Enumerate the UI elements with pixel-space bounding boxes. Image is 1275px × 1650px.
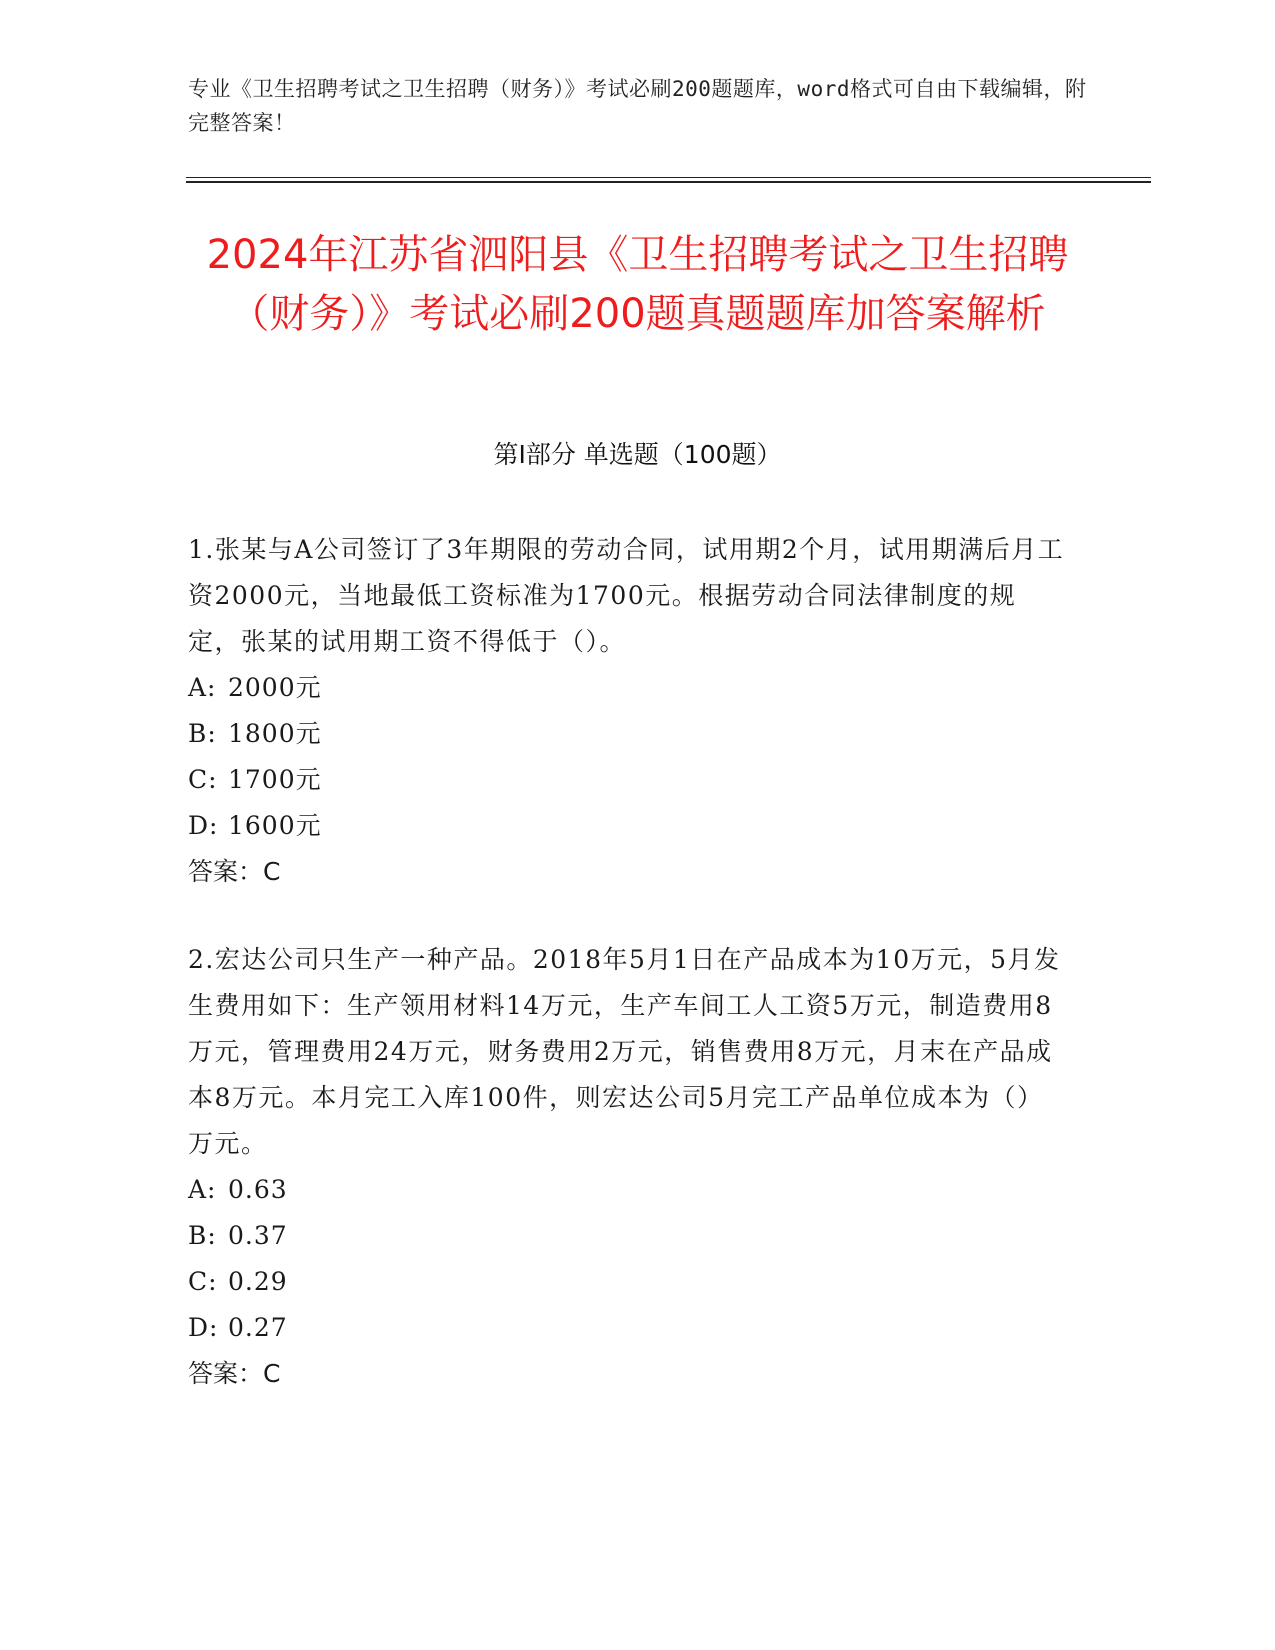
question-1 xyxy=(188,527,1068,895)
option-label: D: xyxy=(188,811,219,840)
option-b xyxy=(188,711,1068,757)
option-text: 0.27 xyxy=(228,1313,288,1342)
option-d xyxy=(188,1305,1068,1351)
header-divider-thick xyxy=(186,181,1151,183)
option-label: A: xyxy=(188,673,217,702)
option-text: 2000元 xyxy=(228,673,322,702)
document-title: 2024年江苏省泗阳县《卫生招聘考试之卫生招聘（财务）》考试必刷200题真题题库加答案解析 xyxy=(206,232,1069,337)
option-d xyxy=(188,803,1068,849)
option-label: C: xyxy=(188,765,218,794)
section-heading: 第Ⅰ部分 单选题（100题） xyxy=(493,440,782,469)
option-text: 0.63 xyxy=(228,1175,288,1204)
answer-line: 答案：C xyxy=(188,857,281,886)
option-c xyxy=(188,1259,1068,1305)
option-a xyxy=(188,665,1068,711)
header-note: 专业《卫生招聘考试之卫生招聘（财务）》考试必刷200题题库，word格式可自由下载编辑，附完整答案！ xyxy=(188,77,1087,135)
option-label: D: xyxy=(188,1313,219,1342)
question-stem: 2.宏达公司只生产一种产品。2018年5月1日在产品成本为10万元，5月发生费用如下：生产领用材料14万元，生产车间工人工资5万元，制造费用8万元，管理费用24万元，财务费用2万元，销售费用8万元，月末在产品成本8万元。本月完工入库100件，则宏达公司5月完工产品单位成本为（）万元。 xyxy=(188,945,1061,1158)
option-a xyxy=(188,1167,1068,1213)
option-text: 0.29 xyxy=(228,1267,288,1296)
option-c xyxy=(188,757,1068,803)
question-2 xyxy=(188,937,1068,1397)
question-stem: 1.张某与A公司签订了3年期限的劳动合同，试用期2个月，试用期满后月工资2000元，当地最低工资标准为1700元。根据劳动合同法律制度的规定，张某的试用期工资不得低于（）。 xyxy=(188,535,1065,656)
option-text: 1800元 xyxy=(228,719,322,748)
answer-line: 答案：C xyxy=(188,1359,281,1388)
option-text: 1600元 xyxy=(228,811,322,840)
option-label: A: xyxy=(188,1175,217,1204)
option-label: B: xyxy=(188,1221,217,1250)
option-label: C: xyxy=(188,1267,218,1296)
option-text: 1700元 xyxy=(228,765,322,794)
option-label: B: xyxy=(188,719,217,748)
header-divider-thin xyxy=(186,177,1151,178)
option-text: 0.37 xyxy=(228,1221,288,1250)
option-b xyxy=(188,1213,1068,1259)
